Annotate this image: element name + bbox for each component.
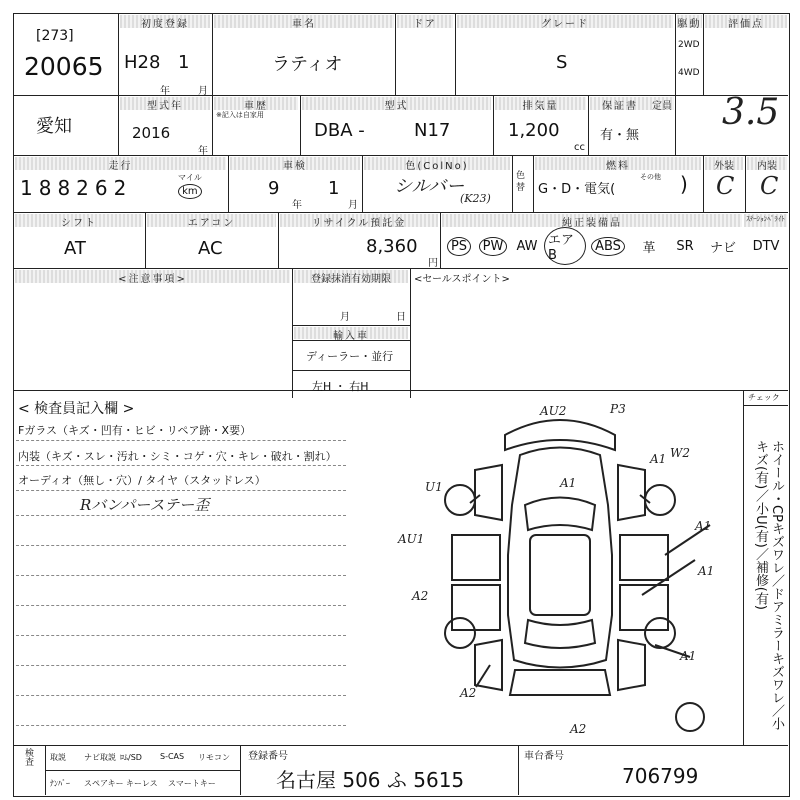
header-displacement: 排気量: [495, 97, 586, 110]
mark-w2: W2: [670, 446, 690, 460]
header-import: 輸入車: [294, 327, 408, 339]
rule: [533, 155, 534, 212]
equipment-item: [586, 229, 630, 263]
lot-number: 20065: [24, 52, 104, 81]
grade: S: [556, 52, 568, 73]
car-name: ラティオ: [272, 54, 343, 75]
bottom-item: スペアキー: [84, 779, 124, 788]
mark-a1-center: A1: [560, 476, 577, 490]
lot-code: [273]: [36, 28, 74, 44]
rule: [13, 390, 788, 391]
equipment-label: PW: [479, 237, 508, 256]
rule: [278, 212, 279, 268]
writing-line: [16, 490, 346, 491]
header-capacity: 定員: [650, 97, 674, 110]
mark-a1-right: A1: [695, 519, 712, 533]
header-aircon: エアコン: [147, 214, 276, 227]
header-interior: 内装: [747, 157, 787, 170]
chassis: 706799: [622, 764, 699, 788]
rule: [743, 405, 788, 406]
mark-a1-right-low: A1: [698, 564, 715, 578]
color: シルバー: [394, 176, 465, 197]
header-fuel: 燃料: [535, 157, 701, 170]
steering: 左H ・ 右H: [312, 380, 369, 393]
dealer-option: ディーラー・並行: [306, 350, 394, 363]
inspection-year: 9: [268, 178, 280, 199]
first-reg-era: H28: [124, 52, 161, 73]
mark-au2: AU2: [540, 404, 567, 418]
check-side-label: チェック: [748, 393, 780, 402]
bottom-item: リモコン: [198, 753, 230, 762]
header-inspection: 車検: [230, 157, 360, 170]
rule: [745, 155, 746, 212]
drive-4wd: 4WD: [678, 68, 700, 78]
header-notes: <注意事項>: [15, 270, 290, 283]
mileage-unit: [178, 172, 202, 199]
writing-line: [16, 725, 346, 726]
header-exterior: 外装: [705, 157, 743, 170]
drive-2wd: 2WD: [678, 40, 700, 50]
inspection-month: 1: [328, 178, 340, 199]
equipment-item: [630, 229, 668, 263]
fuel-other: その他: [640, 173, 661, 181]
registration-month-label: 月: [340, 312, 350, 323]
rule: [493, 95, 494, 155]
rule: [292, 268, 293, 398]
header-plate: 登録番号: [248, 751, 288, 762]
car-damage-diagram: [380, 395, 740, 745]
rule: [703, 13, 704, 95]
equipment-label: 革: [642, 240, 656, 256]
mark-a2-left: A2: [412, 589, 429, 603]
bottom-item: スマートキー: [168, 779, 216, 788]
rule: [13, 155, 788, 156]
line-windshield: Fガラス（キズ・凹有・ヒビ・リペア跡・X要）: [18, 424, 252, 437]
bottom-item: ナビ取説: [84, 753, 116, 762]
rule: [240, 745, 241, 795]
exterior-grade: C: [716, 172, 735, 200]
rule: [145, 212, 146, 268]
header-drive: 駆動: [677, 15, 702, 28]
rule: [292, 325, 410, 326]
color-change-label: 色替: [516, 171, 526, 193]
fuel-close: ): [680, 172, 688, 196]
header-recycle: リサイクル預託金: [280, 214, 438, 227]
equipment-label: PS: [447, 237, 471, 256]
rule: [588, 95, 589, 155]
mark-a1-bottom-right: A1: [680, 649, 697, 663]
bottom-item: S-CAS: [160, 752, 185, 761]
equipment-item: [476, 229, 510, 263]
rule: [292, 370, 410, 371]
bottom-item: キーレス: [126, 779, 158, 788]
rule: [13, 95, 788, 96]
region: 愛知: [36, 116, 72, 137]
header-shift: シフト: [15, 214, 143, 227]
recycle-fee: 8,360: [366, 236, 418, 257]
writing-line: [16, 605, 346, 606]
first-reg-month-label: 月: [198, 86, 208, 97]
writing-line: [16, 635, 346, 636]
rule: [228, 155, 229, 212]
writing-line: [16, 515, 346, 516]
interior-grade: C: [760, 172, 779, 200]
history-note: ※記入は自家用: [216, 111, 264, 119]
model-year: 2016: [132, 124, 171, 142]
fuel-options: [538, 178, 615, 197]
rule: [455, 13, 456, 95]
header-grade: グレード: [457, 15, 673, 28]
writing-line: [16, 575, 346, 576]
equipment-item: [744, 229, 788, 263]
writing-line: [16, 695, 346, 696]
mark-u1: U1: [425, 480, 443, 494]
wheel-note: ホイール・CPキズワレ／ドアミラーキズワレ／小キズ(有)／小U(有)／補修(有): [753, 440, 784, 730]
aircon: AC: [198, 238, 223, 259]
header-equipment: 純正装備品: [442, 214, 742, 227]
bottom-item: ﾅﾝﾊﾞｰ: [50, 779, 70, 788]
rule: [13, 745, 788, 746]
mark-a2-bottom-left: A2: [460, 686, 477, 700]
model-prefix: DBA -: [314, 120, 365, 141]
mileage-value: 188262: [20, 176, 133, 200]
rule: [395, 13, 396, 95]
header-equipment-side: ｽﾃｰｼｮﾝﾍﾟﾗｲﾄ: [744, 214, 787, 227]
rule: [410, 268, 411, 398]
header-color: 色(ColNo): [364, 157, 510, 170]
inspector-note: Rバンパーステー歪: [80, 496, 210, 514]
writing-line: [16, 440, 346, 441]
recycle-unit: 円: [428, 258, 438, 269]
equipment-item: [510, 229, 544, 263]
model-code: N17: [414, 120, 451, 141]
mileage: [20, 176, 132, 200]
header-registration: 登録抹消有効期限: [294, 270, 408, 283]
equipment-label: ABS: [591, 237, 625, 256]
equipment-label: AW: [516, 238, 538, 254]
rule: [212, 13, 213, 155]
equipment-label: SR: [676, 238, 694, 254]
bottom-item: ﾛﾑ/SD: [120, 753, 142, 762]
model-year-unit: 年: [198, 146, 208, 157]
mileage-unit-km: km: [178, 184, 202, 199]
bottom-item: 取説: [50, 753, 66, 762]
header-model-year: 型式年: [120, 97, 210, 110]
inspection-year-label: 年: [292, 200, 302, 211]
equipment-label: DTV: [752, 238, 780, 254]
equipment-label: ナビ: [709, 240, 736, 256]
equipment-item: [702, 229, 744, 263]
rule: [703, 155, 704, 212]
rule: [743, 390, 744, 745]
rule: [300, 95, 301, 155]
header-history: 車歴: [214, 97, 298, 110]
header-score: 評価点: [705, 15, 787, 28]
rule: [362, 155, 363, 212]
registration-day-label: 日: [396, 312, 406, 323]
rule: [512, 155, 513, 212]
equipment-item: [668, 229, 702, 263]
header-chassis: 車台番号: [524, 751, 564, 762]
writing-line: [16, 465, 346, 466]
rule: [13, 268, 788, 269]
warranty: 有・無: [600, 128, 640, 143]
displacement-unit: cc: [574, 142, 585, 153]
rule: [675, 13, 676, 155]
equipment-label: エアB: [544, 227, 586, 265]
equipment-item: [442, 229, 476, 263]
header-warranty: 保証書: [590, 97, 650, 110]
rule: [13, 212, 788, 213]
bottom-left-label: 検査: [23, 748, 33, 766]
mark-a1-top-right: A1: [650, 452, 667, 466]
fuel-options-text: G・D・電気(: [538, 182, 616, 197]
inspection-month-label: 月: [348, 200, 358, 211]
displacement: 1,200: [508, 120, 560, 141]
first-reg-month: 1: [178, 52, 190, 73]
rule: [518, 745, 519, 795]
rule: [45, 770, 240, 771]
header-sales-points: <セールスポイント>: [414, 274, 510, 285]
line-audio: オーディオ（無し・穴）/ タイヤ（スタッドレス）: [18, 474, 266, 487]
inspector-title: < 検査員記入欄 >: [18, 401, 135, 417]
mark-p3: P3: [610, 402, 626, 416]
rule: [440, 212, 441, 268]
header-mileage: 走行: [15, 157, 226, 170]
equipment-item: [544, 229, 586, 263]
writing-line: [16, 545, 346, 546]
header-door: ドア: [397, 15, 453, 28]
shift: AT: [64, 238, 86, 259]
mileage-unit-mile: マイル: [178, 173, 202, 182]
header-first-reg: 初度登録: [120, 15, 210, 28]
first-reg-year-label: 年: [160, 86, 170, 97]
mark-au1: AU1: [398, 532, 425, 546]
line-interior: 内装（キズ・スレ・汚れ・シミ・コゲ・穴・キレ・破れ・割れ）: [18, 450, 337, 463]
color-code: (K23): [460, 192, 491, 205]
score: 3.5: [722, 92, 780, 133]
mark-a2-bottom: A2: [570, 722, 587, 736]
header-car-name: 車名: [214, 15, 394, 28]
writing-line: [16, 665, 346, 666]
plate: 名古屋 506 ふ 5615: [276, 768, 465, 792]
header-model: 型式: [302, 97, 491, 110]
rule: [118, 13, 119, 155]
